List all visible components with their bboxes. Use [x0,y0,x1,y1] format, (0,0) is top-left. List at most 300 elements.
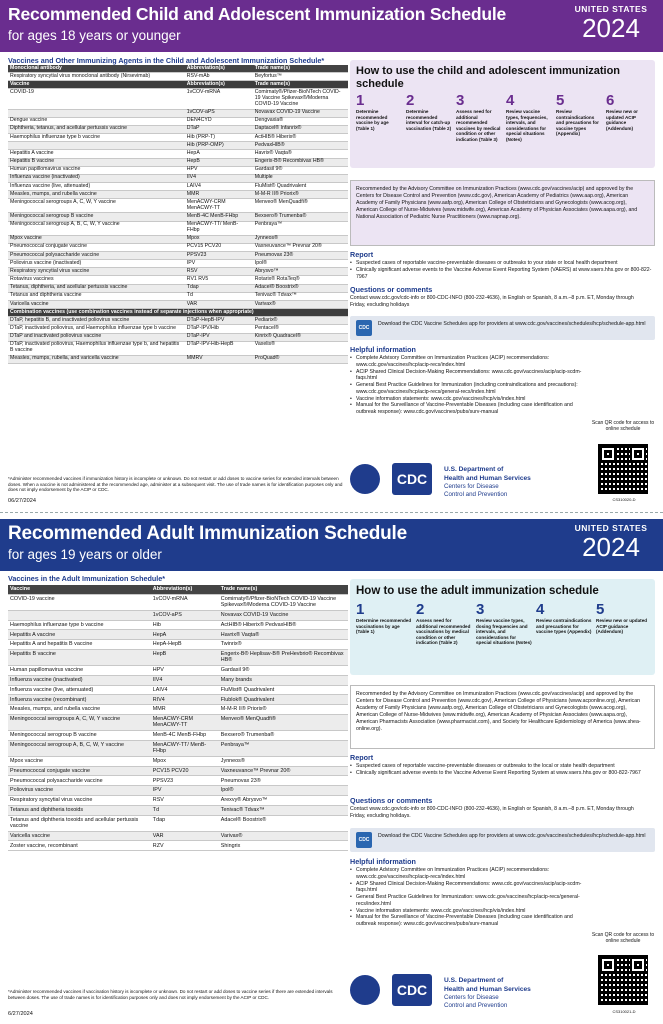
table-cell: VAR [151,831,219,841]
table-header-row [8,65,348,73]
table-cell: Hepatitis B vaccine [8,158,185,166]
table-cell: Comirnaty®/Pfizer-BioNTech COVID-19 Vaccine Spikevax®/Moderna COVID-19 Vaccine [219,594,348,610]
table-cell: M-M-R II® Priorix® [253,191,348,199]
table-row [8,213,348,221]
table-cell: Novavax COVID-19 Vaccine [253,109,348,117]
child-how-to-box [350,60,655,168]
step-number: 4 [506,92,515,109]
table-row [8,174,348,182]
table-cell: DTaP-HepB-IPV [185,317,253,325]
child-helpful-title: Helpful information [350,345,416,354]
list-item: • Manual for the Surveillance of Vaccine-Preventable Diseases (including case identification and outbreak response): www.cdc.gov/vaccines/pubs/surv-manual [350,914,585,928]
table-cell: 1vCOV-aPS [185,109,253,117]
table-row [8,594,348,610]
table-row [8,831,348,841]
table-cell: Pneumococcal conjugate vaccine [8,243,185,251]
table-cell: PCV15 PCV20 [185,243,253,251]
table-cell [8,142,185,150]
table-cell: PPSV23 [185,252,253,260]
child-how-to-title: How to use the child and adolescent immunization schedule [356,65,621,90]
table-row [8,620,348,630]
table-cell: Influenza vaccine (inactivated) [8,675,151,685]
table-row [8,166,348,174]
table-cell: Varivax® [253,300,348,308]
step-item [456,92,502,142]
table-cell: Diphtheria, tetanus, and acellular pertussis vaccine [8,125,185,133]
table-cell: Varicella vaccine [8,831,151,841]
table-cell: Poliovirus vaccine [8,786,151,796]
table-row [8,89,348,109]
table-cell: Engerix-B® Heplisav-B® PreHevbrio® Recombivax HB® [219,649,348,665]
table-cell: Td [151,805,219,815]
table-category-row [8,309,348,317]
table-cell: Beyfortus™ [253,73,348,81]
table-cell: Penbraya™ [253,221,348,235]
list-item: • Complete Advisory Committee on Immunization Practices (ACIP) recommendations: www.cdc.gov/vaccines/hcp/acip-recs/index.html [350,355,585,369]
table-cell: Twinrix® [219,640,348,650]
table-cell: Hepatitis B vaccine [8,649,151,665]
table-row [8,125,348,133]
table-cell: 1vCOV-mRNA [185,89,253,109]
schedule-year: 2024 [582,532,640,562]
adult-how-to-title: How to use the adult immunization schedule [356,585,599,597]
table-cell: LAIV4 [185,182,253,190]
table-cell: Engerix-B® Recombivax HB® [253,158,348,166]
table-cell: Meningococcal serogroups A, C, W, Y vaccine [8,714,151,730]
child-date: 06/27/2024 [8,498,36,504]
table-cell: HPV [151,665,219,675]
step-item [416,601,472,646]
adult-doc-code: CS310021-D [612,1009,636,1014]
table-cell: HPV [185,166,253,174]
table-cell: Influenza vaccine (inactivated) [8,174,185,182]
table-cell: Td [185,292,253,300]
table-cell: Influenza vaccine (live, attenuated) [8,685,151,695]
table-cell: Daptacel® Infanrix® [253,125,348,133]
table-cell: Pneumococcal polysaccharide vaccine [8,776,151,786]
table-cell: Vaxneuvance™ Prevnar 20® [219,766,348,776]
adult-schedule-section [0,519,663,1024]
table-cell: RIV4 [151,695,219,705]
table-cell: IPV [185,260,253,268]
adult-questions-title: Questions or comments [350,796,433,805]
table-row [8,317,348,325]
table-cell: Respiratory syncytial virus vaccine [8,795,151,805]
table-cell: Flublok® Quadrivalent [219,695,348,705]
table-cell: Havrix® Vaqta® [253,150,348,158]
table-cell: Vaccine [8,81,185,89]
table-row [8,260,348,268]
table-cell: Pentacel® [253,325,348,333]
table-cell: ProQuad® [253,355,348,363]
table-cell: Dengue vaccine [8,117,185,125]
table-cell: Arexvy® Abrysvo™ [219,795,348,805]
adult-report-list [350,763,655,777]
table-row [8,815,348,831]
table-cell: Varivax® [219,831,348,841]
table-cell: DTaP, hepatitis B, and inactivated poliovirus vaccine [8,317,185,325]
adult-vaccine-table [8,585,348,851]
child-app-text[interactable]: Download the CDC Vaccine Schedules app for providers at www.cdc.gov/vaccines/schedules/hcp/schedule-app.html [378,321,646,327]
adult-questions-text: Contact www.cdc.gov/cdc-info or 800-CDC-INFO (800-232-4636), in English or Spanish, 8 a.m.–8 p.m. ET, Monday through Friday, excluding holidays. [350,806,634,820]
table-cell: Trade name(s) [253,81,348,89]
table-cell: HepA [185,150,253,158]
table-cell: Shingrix [219,841,348,851]
table-cell: PedvaxHIB® [253,142,348,150]
table-cell: Bexsero® Trumenba® [219,730,348,740]
table-cell: Novavax COVID-19 Vaccine [219,610,348,620]
adult-schedule-title: Recommended Adult Immunization Schedule [8,523,407,544]
hhs-seal-icon [350,464,380,494]
table-row [8,333,348,341]
list-item: • ACIP Shared Clinical Decision-Making Recommendations: www.cdc.gov/vaccines/acip/acip-scdm-faqs.html [350,881,585,895]
table-cell: DTaP, inactivated poliovirus, and Haemophilus influenzae type b vaccine [8,325,185,333]
table-cell: Mpox vaccine [8,756,151,766]
table-cell: Poliovirus vaccine (inactivated) [8,260,185,268]
table-cell: RSV [185,268,253,276]
table-row [8,841,348,851]
child-qr-code-icon[interactable] [598,444,648,494]
step-text: Determine recommended vaccine by age (Table 1) [356,109,389,131]
child-report-list [350,260,655,280]
table-cell: MenACWY-CRM MenACWY-TT [185,199,253,213]
table-cell: Pneumococcal conjugate vaccine [8,766,151,776]
adult-year-box [567,523,655,561]
table-cell: COVID-19 vaccine [8,594,151,610]
child-report-title: Report [350,250,374,259]
table-cell: Tdap [151,815,219,831]
adult-app-text[interactable]: Download the CDC Vaccine Schedules app for providers at www.cdc.gov/vaccines/schedules/hcp/schedule-app.html [378,833,646,839]
table-cell: Rotarix® RotaTeq® [253,276,348,284]
table-row [8,649,348,665]
table-cell [8,610,151,620]
table-row [8,675,348,685]
table-cell [8,109,185,117]
table-cell: ActHIB® Hiberix® [253,134,348,142]
step-item [556,92,602,142]
table-cell: DTaP-IPV/Hib [185,325,253,333]
table-cell: Tetanus and diphtheria vaccine [8,292,185,300]
table-cell: HepB [185,158,253,166]
table-cell: Abbreviation(s) [185,81,253,89]
table-row [8,243,348,251]
table-cell: Ipol® [253,260,348,268]
table-cell: Respiratory syncytial virus monoclonal antibody (Nirsevimab) [8,73,185,81]
table-cell: Jynneos® [253,235,348,243]
table-cell: FluMist® Quadrivalent [219,685,348,695]
table-row [8,695,348,705]
table-row [8,73,348,81]
section-divider [0,512,663,519]
table-cell: Varicella vaccine [8,300,185,308]
list-item: • Suspected cases of reportable vaccine-preventable diseases or outbreaks to your state or local health department [350,260,655,267]
adult-date: 6/27/2024 [8,1011,33,1017]
cdc-app-icon: CDC [356,320,372,336]
list-item: • ACIP Shared Clinical Decision-Making Recommendations: www.cdc.gov/vaccines/acip/acip-scdm-faqs.html [350,369,585,383]
child-questions-title: Questions or comments [350,285,433,294]
list-item: • General Best Practice Guidelines for Immunization: www.cdc.gov/vaccines/hcp/acip-recs/general-recs/index.html [350,894,585,908]
table-header-row [8,585,348,594]
hhs-text: U.S. Department of Health and Human Services Centers for Disease Control and Prevention [444,977,531,1010]
step-text: Review contraindications and precautions for vaccine types (Appendix) [536,618,592,634]
table-row [8,805,348,815]
table-cell: IIV4 [185,174,253,182]
table-cell: Jynneos® [219,756,348,766]
list-item: • Clinically significant adverse events to the Vaccine Adverse Event Reporting System at www.vaers.hhs.gov or 800-822-7967 [350,770,655,777]
table-cell: COVID-19 [8,89,185,109]
table-row [8,150,348,158]
adult-steps [356,601,652,646]
table-cell: Tenivac® Tdvax™ [253,292,348,300]
country-label: UNITED STATES [574,4,648,14]
step-item [356,601,412,646]
list-item: • Complete Advisory Committee on Immunization Practices (ACIP) recommendations: www.cdc.gov/vaccines/hcp/acip-recs/index.html [350,867,585,881]
table-cell: ActHIB® Hiberix® PedvaxHIB® [219,620,348,630]
table-cell: 1vCOV-aPS [151,610,219,620]
table-cell: Tetanus, diphtheria, and acellular pertussis vaccine [8,284,185,292]
table-header-cell: Abbreviation(s) [151,585,219,594]
table-cell: Measles, mumps, rubella, and varicella vaccine [8,355,185,363]
table-cell: Bexsero® Trumenba® [253,213,348,221]
table-cell: PCV15 PCV20 [151,766,219,776]
step-item [596,601,652,646]
table-cell: Hepatitis A and hepatitis B vaccine [8,640,151,650]
table-cell: Adacel® Boostrix® [219,815,348,831]
table-cell: Respiratory syncytial virus vaccine [8,268,185,276]
table-cell: MenACWY-TT/ MenB-FHbp [151,740,219,756]
table-cell: IPV [151,786,219,796]
adult-recommended-by: Recommended by the Advisory Committee on Immunization Practices (www.cdc.gov/vaccines/acip) and approved by the Centers for Disease Control and Prevention (www.cdc.gov), American College of Physicians (www.acponline.org), American Academy of Family Physicians (www.aafp.org), American College of Obstetricians and Gynecologists (www.acog.org), American College of Nurse-Midwives (www.midwife.org), American Academy of Physician Associates (www.aapa.org), American Pharmacists Association (www.pharmacist.com), and Society for Healthcare Epidemiology of America (www.shea-online.org). [350,685,655,749]
child-schedule-banner [0,0,663,52]
table-cell: RV1 RV5 [185,276,253,284]
table-cell: Multiple [253,174,348,182]
table-cell: Rotavirus vaccines [8,276,185,284]
table-cell: IIV4 [151,675,219,685]
list-item: • Clinically significant adverse events to the Vaccine Adverse Event Reporting System (VAERS) at www.vaers.hhs.gov or 800-822-7967 [350,267,655,281]
list-item: • Manual for the Surveillance of Vaccine-Preventable Diseases (including case identification and outbreak response): www.cdc.gov/vaccines/pubs/surv-manual [350,402,585,416]
table-row [8,284,348,292]
table-cell: Mpox [151,756,219,766]
table-cell: Measles, mumps, and rubella vaccine [8,191,185,199]
table-row [8,685,348,695]
table-row [8,276,348,284]
child-footnote: *Administer recommended vaccines if immunization history is incomplete or unknown. Do not restart or add doses to vaccine series for extended intervals between doses. When a vaccine is not administered at the recommended age, administer at a subsequent visit. The use of trade names is for identification purposes only and does not imply endorsement by the ACIP or CDC. [8,476,343,492]
table-row [8,730,348,740]
adult-how-to-box [350,579,655,675]
table-cell: Meningococcal serogroup A, B, C, W, Y vaccine [8,221,185,235]
table-row [8,665,348,675]
table-row [8,740,348,756]
table-row [8,134,348,142]
step-number: 3 [476,601,485,618]
table-cell: DTaP [185,125,253,133]
table-cell: Ipol® [219,786,348,796]
table-cell: MMR [151,705,219,715]
child-hhs-cdc-logo [350,460,580,500]
table-cell: Influenza vaccine (recombinant) [8,695,151,705]
adult-qr-label: Scan QR code for access to online schedule [591,932,655,944]
cdc-logo-icon: CDC [392,974,432,1006]
list-item: • Vaccine information statements: www.cdc.gov/vaccines/hcp/vis/index.html [350,396,585,403]
table-cell: HepB [151,649,219,665]
table-cell: Tetanus and diphtheria toxoids [8,805,151,815]
table-cell: Influenza vaccine (live, attenuated) [8,182,185,190]
table-cell: RSV-mAb [185,73,253,81]
child-steps [356,92,652,142]
table-row [8,292,348,300]
adult-report-title: Report [350,753,374,762]
table-row [8,341,348,355]
child-schedule-title: Recommended Child and Adolescent Immunization Schedule [8,4,507,24]
table-row [8,786,348,796]
child-app-box[interactable] [350,316,655,340]
table-cell: Tetanus and diphtheria toxoids and acellular pertussis vaccine [8,815,151,831]
table-cell: Hib [151,620,219,630]
country-label: UNITED STATES [574,523,648,533]
step-text: Review vaccine types, frequencies, intervals, and considerations for special situations (Notes) [506,109,548,142]
table-cell: DTaP-IPV [185,333,253,341]
step-number: 1 [356,601,365,618]
adult-helpful-title: Helpful information [350,857,416,866]
child-doc-code: CS310020-D [612,497,636,502]
table-cell: DTaP-IPV-Hib-HepB [185,341,253,355]
table-cell: Haemophilus influenzae type b vaccine [8,134,185,142]
table-cell: Penbraya™ [219,740,348,756]
table-cell: Mpox vaccine [8,235,185,243]
table-row [8,300,348,308]
table-row [8,191,348,199]
step-number: 5 [596,601,605,618]
table-cell: Many brands [219,675,348,685]
adult-app-box[interactable] [350,828,655,852]
adult-schedule-banner [0,519,663,571]
table-cell: Haemophilus influenzae type b vaccine [8,620,151,630]
step-number: 3 [456,92,465,109]
adult-footnote: *Administer recommended vaccines if vaccination history is incomplete or unknown. Do not restart or add doses to vaccine series if there are extended intervals between doses. The use of trade names is for identification purposes only and does not imply endorsement by the ACIP or CDC. [8,989,333,1000]
table-cell: MMRV [185,355,253,363]
child-questions-text: Contact www.cdc.gov/cdc-info or 800-CDC-INFO (800-232-4636), in English or Spanish, 8 a.m.–8 p.m. ET, Monday through Friday, excluding holidays [350,295,634,309]
step-number: 6 [606,92,615,109]
table-cell: MenACWY-CRM MenACWY-TT [151,714,219,730]
table-cell: Meningococcal serogroup B vaccine [8,213,185,221]
table-row [8,640,348,650]
table-row [8,705,348,715]
table-cell: Meningococcal serogroup A, B, C, W, Y vaccine [8,740,151,756]
table-cell: Abrysvo™ [253,268,348,276]
table-header-cell: Monoclonal antibody [8,65,185,73]
hhs-seal-icon [350,975,380,1005]
table-cell: Pediarix® [253,317,348,325]
child-schedule-subtitle: for ages 18 years or younger [8,28,181,43]
table-cell: Menveo® MenQuadfi® [219,714,348,730]
table-row [8,252,348,260]
table-cell: Dengvaxia® [253,117,348,125]
table-cell: Meningococcal serogroups A, C, W, Y vaccine [8,199,185,213]
table-cell: Hepatitis A vaccine [8,630,151,640]
table-cell: M-M-R II® Priorix® [219,705,348,715]
table-cell: DTaP, inactivated poliovirus, Haemophilus influenzae type b, and hepatitis B vaccine [8,341,185,355]
table-header-cell: Trade name(s) [219,585,348,594]
table-cell: PPSV23 [151,776,219,786]
table-cell: FluMist® Quadrivalent [253,182,348,190]
table-cell: Pneumovax 23® [253,252,348,260]
list-item: • Suspected cases of reportable vaccine-preventable diseases or outbreaks to the local or state health department [350,763,655,770]
table-cell: Mpox [185,235,253,243]
table-row [8,109,348,117]
table-cell: HepA-HepB [151,640,219,650]
table-cell: RZV [151,841,219,851]
step-number: 4 [536,601,545,618]
table-cell: Hepatitis A vaccine [8,150,185,158]
table-row [8,610,348,620]
table-cell: Havrix® Vaqta® [219,630,348,640]
schedule-year: 2024 [582,13,640,43]
table-header-cell: Vaccine [8,585,151,594]
table-cell: Vaxneuvance™ Prevnar 20® [253,243,348,251]
table-cell: Zoster vaccine, recombinant [8,841,151,851]
step-text: Review new or updated ACIP guidance (Addendum) [606,109,638,131]
table-cell: Tenivac® Tdvax™ [219,805,348,815]
table-cell: MenACWY-TT/ MenB-FHbp [185,221,253,235]
step-text: Review new or updated ACIP guidance (Addendum) [596,618,648,634]
table-cell: Measles, mumps, and rubella vaccine [8,705,151,715]
table-row [8,795,348,805]
step-number: 2 [416,601,425,618]
table-cell: Gardasil 9® [253,166,348,174]
step-item [476,601,532,646]
table-row [8,756,348,766]
table-cell: Tdap [185,284,253,292]
table-cell: Human papillomavirus vaccine [8,166,185,174]
step-text: Determine recommended vaccinations by age (Table 1) [356,618,412,634]
step-item [356,92,402,142]
table-row [8,221,348,235]
child-recommended-by: Recommended by the Advisory Committee on Immunization Practices (www.cdc.gov/vaccines/acip) and approved by the Centers for Disease Control and Prevention (www.cdc.gov), American Academy of Pediatrics (www.aap.org), American Academy of Family Physicians (www.aafp.org), American College of Obstetricians and Gynecologists (www.acog.org), American College of Nurse-Midwives (www.midwife.org), American Academy of Physician Associates (www.aapa.org), and National Association of Pediatric Nurse Practitioners (www.napnap.org). [350,180,655,246]
list-item: • General Best Practice Guidelines for Immunization (including contraindications and precautions): www.cdc.gov/vaccines/hcp/acip-recs/general-recs/index.html [350,382,585,396]
cdc-app-icon: CDC [356,832,372,848]
table-cell: Human papillomavirus vaccine [8,665,151,675]
table-cell: Combination vaccines (use combination vaccines instead of separate injections when appropriate) [8,309,348,317]
child-vaccine-table [8,65,348,364]
table-cell: MenB-4C MenB-FHbp [151,730,219,740]
table-cell: HepA [151,630,219,640]
step-item [406,92,452,142]
adult-helpful-list [350,867,585,928]
table-category-row [8,81,348,89]
child-qr-label: Scan QR code for access to online schedule [591,420,655,432]
table-cell: MMR [185,191,253,199]
adult-vaccine-list-title: Vaccines in the Adult Immunization Schedule* [8,574,166,583]
table-cell: Meningococcal serogroup B vaccine [8,730,151,740]
table-cell: Vaxelis® [253,341,348,355]
table-cell: DTaP and inactivated poliovirus vaccine [8,333,185,341]
table-cell: MenB-4C MenB-FHbp [185,213,253,221]
list-item: • Vaccine information statements: www.cdc.gov/vaccines/hcp/vis/index.html [350,908,585,915]
adult-qr-code-icon[interactable] [598,955,648,1005]
table-row [8,199,348,213]
table-row [8,776,348,786]
step-text: Review contraindications and precautions for vaccine types (Appendix) [556,109,599,136]
table-cell: Hib (PRP-T) [185,134,253,142]
table-cell: LAIV4 [151,685,219,695]
child-year-box [567,4,655,42]
step-text: Review vaccine types, dosing frequencies and intervals, and considerations for special situations (Notes) [476,618,532,645]
step-number: 2 [406,92,415,109]
table-row [8,766,348,776]
hhs-text: U.S. Department of Health and Human Services Centers for Disease Control and Prevention [444,466,531,499]
table-header-cell: Abbreviation(s) [185,65,253,73]
table-row [8,182,348,190]
